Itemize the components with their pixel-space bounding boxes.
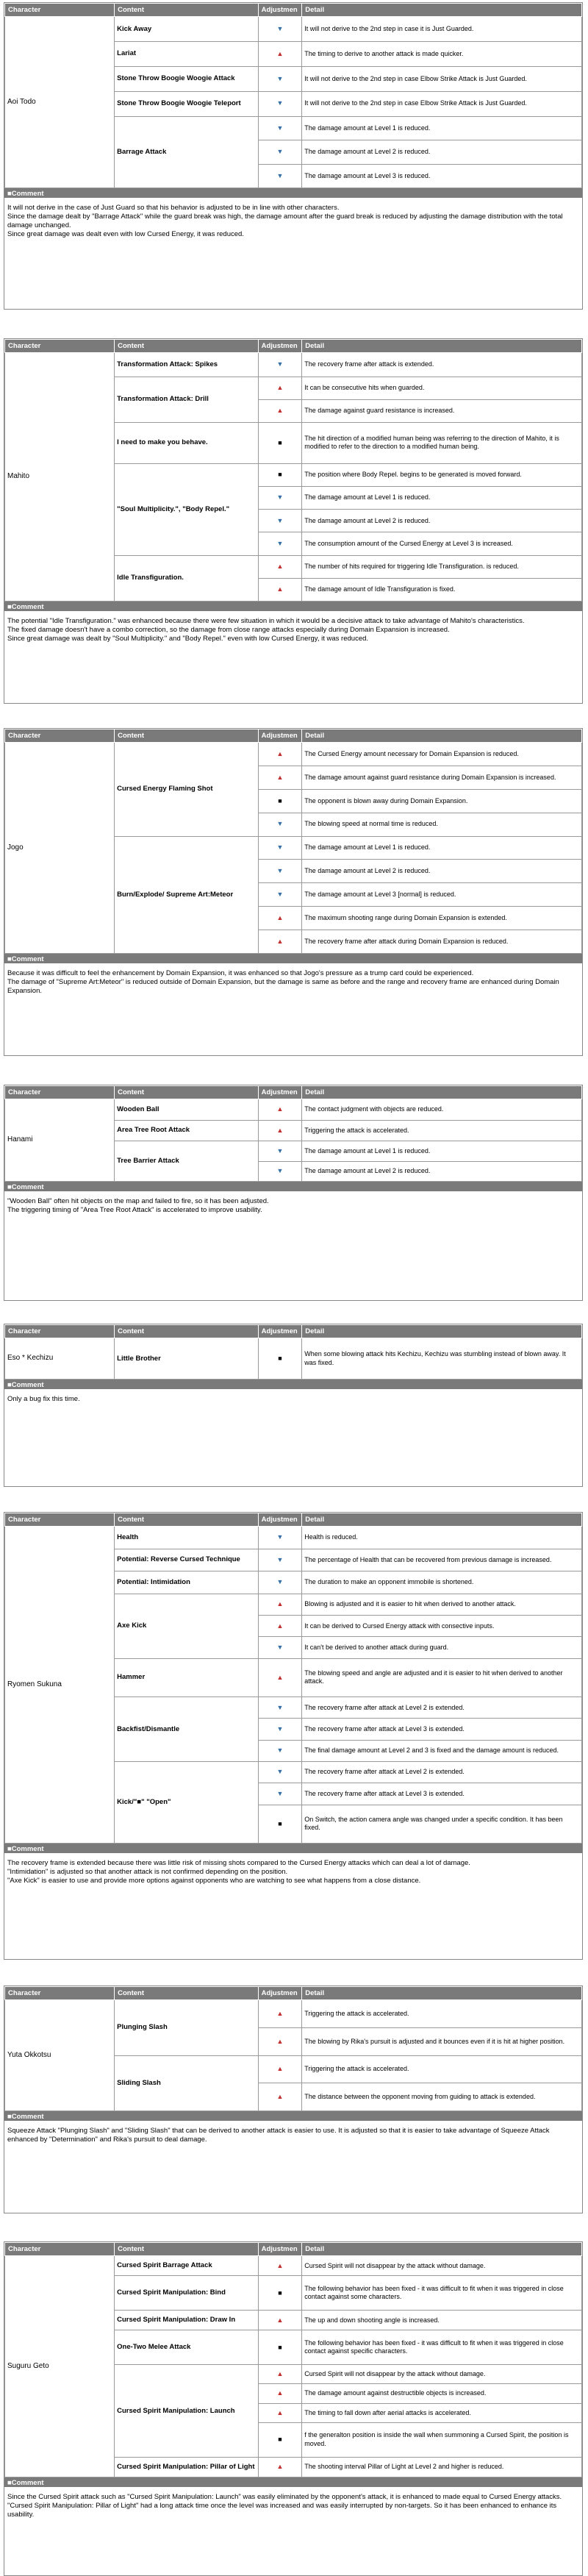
- character-name: Mahito: [5, 353, 115, 602]
- buff-icon: ▲: [258, 555, 302, 578]
- move-name: Cursed Spirit Manipulation: Bind: [115, 2276, 258, 2311]
- buff-icon: ▲: [258, 2083, 302, 2111]
- table-row: [5, 17, 582, 42]
- detail-text: The duration to make an opponent immobile is shortened.: [302, 1571, 582, 1594]
- comment-line: Because it was difficult to feel the enhancement by Domain Expansion, it was enhanced so that Jogo's pressure as a trump card could be experienced.: [7, 969, 474, 977]
- nerf-icon: ▼: [258, 1527, 302, 1549]
- table-row: [5, 1338, 582, 1380]
- comment-line: Only a bug fix this time.: [7, 1395, 80, 1403]
- adjustment-table: [4, 1324, 582, 1380]
- detail-text: Triggering the attack is accelerated.: [302, 2000, 582, 2028]
- character-section: [4, 1085, 583, 1301]
- comment-body: [4, 1191, 582, 1218]
- fix-icon: ■: [258, 2276, 302, 2311]
- header-character: Character: [5, 340, 115, 353]
- comment-line: The potential "Idle Transfiguration." was enhanced because there were few situation in which it would be a decisive attack to take advantage of Mahito's characteristics.: [7, 617, 525, 625]
- move-name: Lariat: [115, 41, 258, 66]
- detail-text: The number of hits required for triggering Idle Transfiguration. is reduced.: [302, 555, 582, 578]
- table-row: [5, 2256, 582, 2276]
- adjustment-table: [4, 2242, 582, 2477]
- header-character: Character: [5, 729, 115, 743]
- detail-text: Triggering the attack is accelerated.: [302, 2055, 582, 2083]
- nerf-icon: ▼: [258, 116, 302, 140]
- fix-icon: ■: [258, 2422, 302, 2457]
- move-name: Wooden Ball: [115, 1099, 258, 1121]
- character-section: [4, 1512, 583, 1960]
- header-content: Content: [115, 1086, 258, 1099]
- header-character: Character: [5, 1513, 115, 1527]
- character-section: [4, 2, 583, 310]
- comment-line: "Intimidation" is adjusted so that another attack is not confirmed depending on the position.: [7, 1867, 288, 1876]
- detail-text: It can be derived to Cursed Energy attack with consective inputs.: [302, 1616, 582, 1637]
- nerf-icon: ▼: [258, 1719, 302, 1740]
- buff-icon: ▲: [258, 2000, 302, 2028]
- comment-line: "Wooden Ball" often hit objects on the map and failed to fire, so it has been adjusted.: [7, 1197, 269, 1205]
- detail-text: It will not derive to the 2nd step in case Elbow Strike Attack is Just Guarded.: [302, 66, 582, 91]
- move-name: Idle Transfiguration.: [115, 555, 258, 601]
- header-detail: Detail: [302, 2243, 582, 2256]
- header-content: Content: [115, 4, 258, 17]
- header-adjustment: Adjustmen: [258, 4, 302, 17]
- character-section: [4, 1324, 583, 1487]
- move-name: Cursed Spirit Manipulation: Pillar of Light: [115, 2457, 258, 2477]
- table-row: [5, 1099, 582, 1121]
- comment-header: ■Comment: [4, 602, 582, 611]
- nerf-icon: ▼: [258, 486, 302, 509]
- buff-icon: ▲: [258, 2457, 302, 2477]
- nerf-icon: ▼: [258, 1783, 302, 1805]
- move-name: Health: [115, 1527, 258, 1549]
- comment-line: The triggering timing of "Area Tree Root Attack" is accelerated to improve usability.: [7, 1205, 262, 1214]
- detail-text: The opponent is blown away during Domain Expansion.: [302, 789, 582, 813]
- detail-text: The damage amount at Level 1 is reduced.: [302, 1141, 582, 1161]
- comment-header: ■Comment: [4, 188, 582, 198]
- buff-icon: ▲: [258, 41, 302, 66]
- nerf-icon: ▼: [258, 1549, 302, 1571]
- detail-text: The blowing speed and angle are adjusted and it is easier to hit when derived to another attack.: [302, 1658, 582, 1696]
- header-content: Content: [115, 340, 258, 353]
- detail-text: The maximum shooting range during Domain Expansion is extended.: [302, 907, 582, 930]
- character-name: Suguru Geto: [5, 2256, 115, 2477]
- header-adjustment: Adjustmen: [258, 2243, 302, 2256]
- move-name: Transformation Attack: Spikes: [115, 353, 258, 377]
- move-name: Hammer: [115, 1658, 258, 1696]
- comment-line: It will not derive in the case of Just Guard so that his behavior is adjusted to be in line with other characters.: [7, 204, 340, 212]
- detail-text: It will not derive to the 2nd step in case Elbow Strike Attack is Just Guarded.: [302, 91, 582, 116]
- comment-line: The damage of "Supreme Art:Meteor" is reduced outside of Domain Expansion, but the damage is same as before and the range and recovery frame are enhanced during Domain Expansion.: [7, 977, 559, 995]
- move-name: Cursed Spirit Manipulation: Launch: [115, 2365, 258, 2457]
- move-name: Cursed Spirit Manipulation: Draw In: [115, 2311, 258, 2330]
- adjustment-table: [4, 339, 582, 602]
- nerf-icon: ▼: [258, 66, 302, 91]
- detail-text: It can't be derived to another attack during guard.: [302, 1637, 582, 1658]
- buff-icon: ▲: [258, 2027, 302, 2055]
- detail-text: The recovery frame after attack at Level 3 is extended.: [302, 1719, 582, 1740]
- header-adjustment: Adjustmen: [258, 1325, 302, 1338]
- header-content: Content: [115, 1513, 258, 1527]
- buff-icon: ▲: [258, 578, 302, 601]
- detail-text: The shooting interval Pillar of Light at Level 2 and higher is reduced.: [302, 2457, 582, 2477]
- nerf-icon: ▼: [258, 510, 302, 532]
- header-character: Character: [5, 4, 115, 17]
- nerf-icon: ▼: [258, 532, 302, 555]
- comment-header: ■Comment: [4, 954, 582, 963]
- character-section: [4, 338, 583, 704]
- detail-text: Cursed Spirit will not disappear by the attack without damage.: [302, 2256, 582, 2276]
- move-name: Plunging Slash: [115, 2000, 258, 2056]
- move-name: Cursed Spirit Barrage Attack: [115, 2256, 258, 2276]
- move-name: Transformation Attack: Drill: [115, 377, 258, 422]
- detail-text: The contact judgment with objects are reduced.: [302, 1099, 582, 1121]
- comment-line: "Cursed Spirit Manipulation: Pillar of Light" had a long attack time once the level was increased and was easily interrupted by non-targets. So it has been enhanced to enhance its usability.: [7, 2501, 557, 2519]
- detail-text: The up and down shooting angle is increased.: [302, 2311, 582, 2330]
- fix-icon: ■: [258, 422, 302, 463]
- buff-icon: ▲: [258, 766, 302, 789]
- move-name: Little Brother: [115, 1338, 258, 1380]
- table-row: [5, 2000, 582, 2028]
- detail-text: The recovery frame after attack during Domain Expansion is reduced.: [302, 930, 582, 954]
- move-name: Burn/Explode/ Supreme Art:Meteor: [115, 836, 258, 954]
- detail-text: The damage amount at Level 3 [normal] is reduced.: [302, 883, 582, 907]
- buff-icon: ▲: [258, 1616, 302, 1637]
- comment-line: Since the damage dealt by "Barrage Attack" while the guard break was high, the damage amount after the guard break is reduced by adjusting the damage distribution with the total damage unchanged.: [7, 212, 563, 229]
- move-name: Kick Away: [115, 17, 258, 42]
- detail-text: On Switch, the action camera angle was changed under a specific condition. It has been fixed.: [302, 1805, 582, 1843]
- comment-body: [4, 1853, 582, 1888]
- table-row: [5, 1527, 582, 1549]
- comment-body: [4, 198, 582, 242]
- nerf-icon: ▼: [258, 91, 302, 116]
- detail-text: The damage amount at Level 2 is reduced.: [302, 140, 582, 164]
- detail-text: When some blowing attack hits Kechizu, Kechizu was stumbling instead of blown away. It was fixed.: [302, 1338, 582, 1380]
- detail-text: The Cursed Energy amount necessary for Domain Expansion is reduced.: [302, 743, 582, 766]
- comment-header: ■Comment: [4, 2477, 582, 2487]
- buff-icon: ▲: [258, 2256, 302, 2276]
- nerf-icon: ▼: [258, 883, 302, 907]
- character-name: Eso * Kechizu: [5, 1338, 115, 1380]
- comment-line: Since great damage was dealt even with low Cursed Energy, it was reduced.: [7, 229, 244, 238]
- character-name: Ryomen Sukuna: [5, 1527, 115, 1844]
- header-character: Character: [5, 1987, 115, 2000]
- buff-icon: ▲: [258, 743, 302, 766]
- comment-line: Squeeze Attack "Plunging Slash" and "Sliding Slash" that can be derived to another attack is easier to use. It is adjusted so that it is easier to take advantage of Squeeze Attack enhanced by "Determination" and Rika's pursuit to deal damage.: [7, 2127, 550, 2144]
- character-name: Hanami: [5, 1099, 115, 1182]
- detail-text: The damage amount at Level 1 is reduced.: [302, 486, 582, 509]
- detail-text: The timing to derive to another attack is made quicker.: [302, 41, 582, 66]
- adjustment-table: [4, 1986, 582, 2111]
- nerf-icon: ▼: [258, 1161, 302, 1181]
- nerf-icon: ▼: [258, 813, 302, 836]
- comment-line: Since the Cursed Spirit attack such as "Cursed Spirit Manipulation: Launch" was easily eliminated by the opponent's attack, it is enhanced to made equal to Cursed Energy attacks.: [7, 2493, 562, 2501]
- move-name: Potential: Reverse Cursed Technique: [115, 1549, 258, 1571]
- header-adjustment: Adjustmen: [258, 729, 302, 743]
- detail-text: The blowing by Rika's pursuit is adjusted and it bounces even if it is hit at higher position.: [302, 2027, 582, 2055]
- fix-icon: ■: [258, 1805, 302, 1843]
- detail-text: The damage amount at Level 3 is reduced.: [302, 164, 582, 188]
- move-name: Stone Throw Boogie Woogie Teleport: [115, 91, 258, 116]
- detail-text: Blowing is adjusted and it is easier to hit when derived to another attack.: [302, 1594, 582, 1615]
- detail-text: The recovery frame after attack at Level 2 is extended.: [302, 1761, 582, 1783]
- detail-text: It will not derive to the 2nd step in case it is Just Guarded.: [302, 17, 582, 42]
- move-name: Cursed Energy Flaming Shot: [115, 743, 258, 837]
- comment-line: The fixed damage doesn't have a combo correction, so the damage from close range attacks especially during Domain Expansion is increased.: [7, 625, 450, 634]
- adjustment-table: [4, 1513, 582, 1844]
- fix-icon: ■: [258, 789, 302, 813]
- detail-text: The percentage of Health that can be recovered from previous damage is increased.: [302, 1549, 582, 1571]
- adjustment-table: [4, 729, 582, 954]
- comment-line: "Axe Kick" is easier to use and provide more options against opponents who are watching to see what happens from a close distance.: [7, 1876, 421, 1885]
- detail-text: The recovery frame after attack at Level 3 is extended.: [302, 1783, 582, 1805]
- buff-icon: ▲: [258, 1099, 302, 1121]
- header-detail: Detail: [302, 1987, 582, 2000]
- header-detail: Detail: [302, 340, 582, 353]
- comment-body: [4, 963, 582, 999]
- detail-text: The recovery frame after attack is extended.: [302, 353, 582, 377]
- move-name: I need to make you behave.: [115, 422, 258, 463]
- adjustment-table: [4, 3, 582, 188]
- character-section: [4, 728, 583, 1056]
- header-adjustment: Adjustmen: [258, 1987, 302, 2000]
- detail-text: The damage amount at Level 1 is reduced.: [302, 836, 582, 860]
- buff-icon: ▲: [258, 1658, 302, 1696]
- move-name: Tree Barrier Attack: [115, 1141, 258, 1182]
- move-name: Area Tree Root Attack: [115, 1120, 258, 1141]
- nerf-icon: ▼: [258, 353, 302, 377]
- detail-text: The following behavior has been fixed - it was difficult to fit when it was triggered in close contact against some characters.: [302, 2276, 582, 2311]
- header-character: Character: [5, 1086, 115, 1099]
- detail-text: Triggering the attack is accelerated.: [302, 1120, 582, 1141]
- fix-icon: ■: [258, 463, 302, 486]
- header-content: Content: [115, 1987, 258, 2000]
- detail-text: The consumption amount of the Cursed Energy at Level 3 is increased.: [302, 532, 582, 555]
- detail-text: The damage amount at Level 1 is reduced.: [302, 116, 582, 140]
- buff-icon: ▲: [258, 2384, 302, 2403]
- comment-line: Since great damage was dealt by "Soul Multiplicity." and "Body Repel." even with low Cursed Energy, it was reduced.: [7, 634, 369, 643]
- header-detail: Detail: [302, 1325, 582, 1338]
- detail-text: The blowing speed at normal time is reduced.: [302, 813, 582, 836]
- buff-icon: ▲: [258, 907, 302, 930]
- detail-text: Health is reduced.: [302, 1527, 582, 1549]
- move-name: Stone Throw Boogie Woogie Attack: [115, 66, 258, 91]
- nerf-icon: ▼: [258, 1141, 302, 1161]
- header-content: Content: [115, 2243, 258, 2256]
- move-name: Kick/"■" "Open": [115, 1761, 258, 1843]
- comment-header: ■Comment: [4, 1844, 582, 1853]
- comment-header: ■Comment: [4, 2111, 582, 2121]
- nerf-icon: ▼: [258, 1740, 302, 1761]
- detail-text: The damage amount at Level 2 is reduced.: [302, 1161, 582, 1181]
- detail-text: The damage amount of Idle Transfiguration is fixed.: [302, 578, 582, 601]
- buff-icon: ▲: [258, 399, 302, 422]
- comment-body: [4, 2487, 582, 2522]
- nerf-icon: ▼: [258, 140, 302, 164]
- detail-text: Cursed Spirit will not disappear by the attack without damage.: [302, 2365, 582, 2384]
- nerf-icon: ▼: [258, 17, 302, 42]
- nerf-icon: ▼: [258, 860, 302, 883]
- detail-text: The damage amount at Level 2 is reduced.: [302, 860, 582, 883]
- character-name: Yuta Okkotsu: [5, 2000, 115, 2111]
- nerf-icon: ▼: [258, 836, 302, 860]
- header-character: Character: [5, 1325, 115, 1338]
- header-adjustment: Adjustmen: [258, 340, 302, 353]
- detail-text: The damage amount against destructible objects is increased.: [302, 2384, 582, 2403]
- fix-icon: ■: [258, 2330, 302, 2365]
- header-detail: Detail: [302, 1513, 582, 1527]
- buff-icon: ▲: [258, 930, 302, 954]
- detail-text: The distance between the opponent moving from guiding to attack is extended.: [302, 2083, 582, 2111]
- comment-header: ■Comment: [4, 1182, 582, 1191]
- header-detail: Detail: [302, 4, 582, 17]
- header-content: Content: [115, 1325, 258, 1338]
- buff-icon: ▲: [258, 377, 302, 399]
- move-name: Axe Kick: [115, 1594, 258, 1658]
- table-row: [5, 353, 582, 377]
- nerf-icon: ▼: [258, 1697, 302, 1719]
- adjustment-table: [4, 1085, 582, 1182]
- detail-text: It can be consecutive hits when guarded.: [302, 377, 582, 399]
- detail-text: The damage amount against guard resistance during Domain Expansion is increased.: [302, 766, 582, 789]
- buff-icon: ▲: [258, 1120, 302, 1141]
- header-detail: Detail: [302, 729, 582, 743]
- comment-header: ■Comment: [4, 1380, 582, 1389]
- move-name: Backfist/Dismantle: [115, 1697, 258, 1762]
- move-name: One-Two Melee Attack: [115, 2330, 258, 2365]
- character-name: Jogo: [5, 743, 115, 954]
- comment-line: The recovery frame is extended because there was little risk of missing shots compared to the Cursed Energy attacks which can deal a lot of damage.: [7, 1859, 470, 1867]
- header-adjustment: Adjustmen: [258, 1086, 302, 1099]
- character-name: Aoi Todo: [5, 17, 115, 188]
- table-row: [5, 743, 582, 766]
- buff-icon: ▲: [258, 2311, 302, 2330]
- header-content: Content: [115, 729, 258, 743]
- fix-icon: ■: [258, 1338, 302, 1380]
- buff-icon: ▲: [258, 2055, 302, 2083]
- buff-icon: ▲: [258, 2365, 302, 2384]
- character-section: [4, 2241, 583, 2576]
- header-character: Character: [5, 2243, 115, 2256]
- nerf-icon: ▼: [258, 1637, 302, 1658]
- detail-text: The position where Body Repel. begins to be generated is moved forward.: [302, 463, 582, 486]
- buff-icon: ▲: [258, 2403, 302, 2422]
- header-adjustment: Adjustmen: [258, 1513, 302, 1527]
- detail-text: The final damage amount at Level 2 and 3 is fixed and the damage amount is reduced.: [302, 1740, 582, 1761]
- detail-text: The following behavior has been fixed - it was difficult to fit when it was triggered in close contact against specific characters.: [302, 2330, 582, 2365]
- comment-body: [4, 1389, 582, 1407]
- comment-body: [4, 611, 582, 646]
- nerf-icon: ▼: [258, 1761, 302, 1783]
- header-detail: Detail: [302, 1086, 582, 1099]
- move-name: Sliding Slash: [115, 2055, 258, 2111]
- detail-text: The damage against guard resistance is increased.: [302, 399, 582, 422]
- nerf-icon: ▼: [258, 164, 302, 188]
- nerf-icon: ▼: [258, 1571, 302, 1594]
- move-name: Potential: Intimidation: [115, 1571, 258, 1594]
- detail-text: The timing to fall down after aerial attacks is accelerated.: [302, 2403, 582, 2422]
- comment-body: [4, 2121, 582, 2147]
- move-name: Barrage Attack: [115, 116, 258, 188]
- character-section: [4, 1985, 583, 2213]
- buff-icon: ▲: [258, 1594, 302, 1615]
- detail-text: The hit direction of a modified human being was referring to the direction of Mahito, it is modified to refer to the direction to a modified human being.: [302, 422, 582, 463]
- detail-text: The recovery frame after attack at Level 2 is extended.: [302, 1697, 582, 1719]
- move-name: "Soul Multiplicity.", "Body Repel.": [115, 463, 258, 555]
- detail-text: The damage amount at Level 2 is reduced.: [302, 510, 582, 532]
- detail-text: f the generalton position is inside the wall when summoning a Cursed Spirit, the position is moved.: [302, 2422, 582, 2457]
